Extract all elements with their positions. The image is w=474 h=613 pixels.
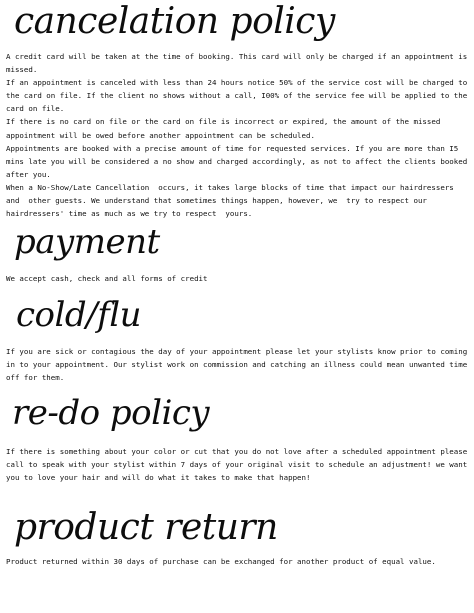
cancelation-paragraph-4: Appointments are booked with a precise amount of time for requested services. If you are more than I5 mins late you will be considered a no show and charged accordingly, as not to affect the clients booked after you.: [6, 143, 472, 179]
product-return-paragraph: Product returned within 30 days of purchase can be exchanged for another product of equal value.: [6, 557, 436, 566]
cancelation-policy-heading: cancelation policy: [14, 1, 335, 42]
cancelation-paragraph-5: When a No-Show/Late Cancellation occurs, it takes large blocks of time that impact our hairdressers and other guests. We understand that sometimes things happen, however, we try to respect our hairdressers' time as much as we try to respect yours.: [6, 182, 459, 219]
redo-policy-text: [6, 445, 470, 484]
cancelation-policy-text: [6, 50, 470, 220]
cold-flu-paragraph: If you are sick or contagious the day of your appointment please let your stylists know prior to coming in to your appointment. Our stylist work on commission and catching an illness could mean unwanted time off for them.: [6, 347, 472, 383]
cold-flu-heading: cold/flu: [16, 295, 141, 335]
redo-paragraph: If there is something about your color or cut that you do not love after a scheduled appointment please call to speak with your stylist within 7 days of your original visit to schedule an adjustment! we want you to love your hair and will do what it takes to make that happen!: [6, 447, 472, 483]
payment-text: [6, 272, 470, 285]
cancelation-paragraph-3: If there is no card on file or the card on file is incorrect or expired, the amount of the missed appointment will be owed before another appointment can be scheduled.: [6, 117, 445, 140]
payment-heading: payment: [14, 222, 160, 262]
cold-flu-text: [6, 345, 470, 384]
payment-paragraph: We accept cash, check and all forms of credit: [6, 274, 208, 283]
product-return-text: [6, 555, 470, 568]
cancelation-paragraph-1: A credit card will be taken at the time of booking. This card will only be charged if an appointment is missed.: [6, 52, 472, 75]
product-return-heading: product return: [14, 507, 278, 548]
redo-policy-heading: re-do policy: [12, 393, 210, 433]
cancelation-paragraph-2: If an appointment is canceled with less than 24 hours notice 50% of the service cost will be charged to the card on file. If the client no shows without a call, I00% of the service fee will be applied to the card on file.: [6, 78, 472, 114]
